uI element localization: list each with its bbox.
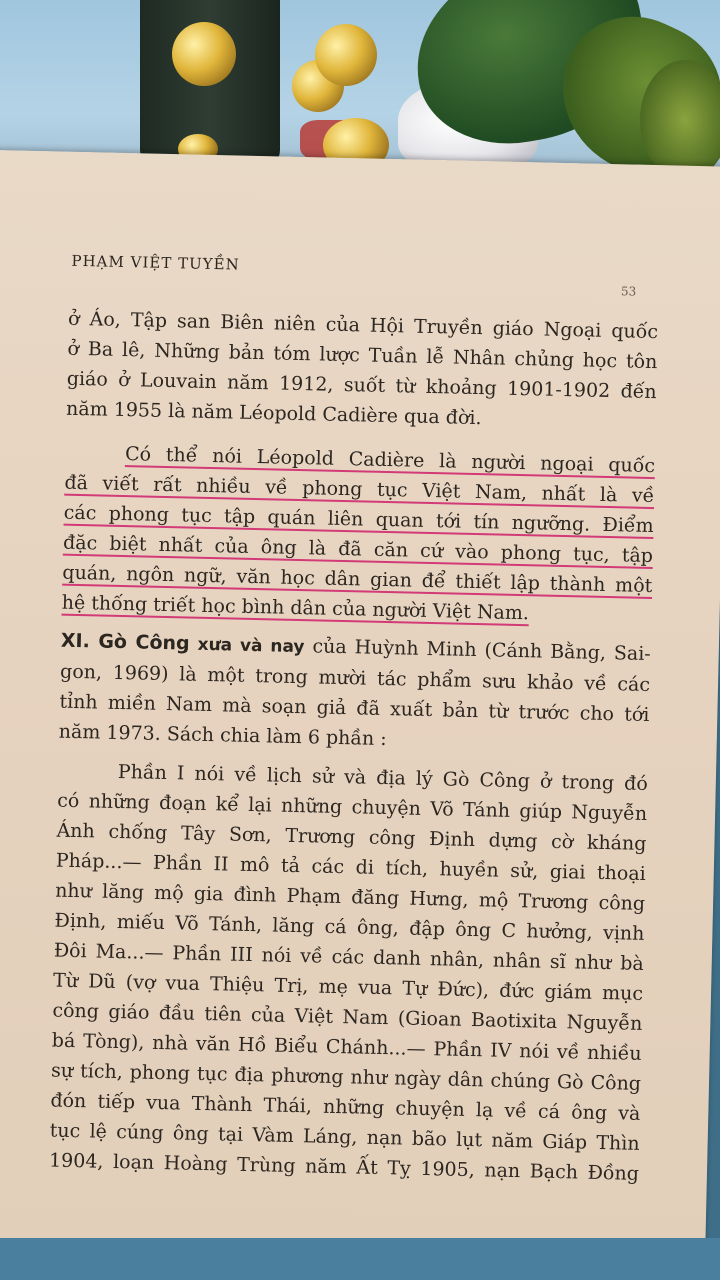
text-line: Đôi Ma...— Phần III nói về các danh nhân, nhân sĩ như bà bbox=[53, 939, 644, 975]
text-line: ở Ba lê, Những bản tóm lược Tuần lễ Nhân chủng học tôn bbox=[67, 337, 658, 374]
text-line: tỉnh miền Nam mà soạn giả đã xuất bản từ trước cho tới bbox=[59, 690, 650, 727]
page-number: 53 bbox=[620, 284, 637, 299]
section-heading: XI. Gò Công bbox=[60, 629, 190, 655]
text-line: gon, 1969) là một trong mười tác phẩm sưu khảo về các bbox=[59, 660, 651, 697]
text-line: tục lệ cúng ông tại Vàm Láng, nạn bão lụt năm Giáp Thìn bbox=[49, 1119, 640, 1155]
text-line: hệ thống triết học bình dân của người Việt Nam. bbox=[61, 591, 530, 625]
text-line: Có thể nói Léopold Cadière là người ngoại quốc bbox=[124, 443, 656, 478]
paragraph-3 bbox=[58, 626, 651, 760]
text-line: đón tiếp vua Thành Thái, những chuyện lạ về cá ông và bbox=[50, 1089, 641, 1125]
table-surface bbox=[0, 1238, 720, 1280]
book-page bbox=[0, 150, 720, 1261]
gold-ornament bbox=[172, 22, 236, 86]
text-line: Ánh chống Tây Sơn, Trương công Định dựng cờ kháng bbox=[56, 819, 647, 855]
paragraph-1 bbox=[66, 304, 659, 437]
text-line: công giáo đầu tiên của Việt Nam (Gioan Baotixita Nguyễn bbox=[52, 999, 643, 1035]
plant-leaf bbox=[640, 60, 720, 180]
text-line: có những đoạn kể lại những chuyện Võ Tánh giúp Nguyễn bbox=[57, 789, 648, 825]
running-head: PHẠM VIỆT TUYỀN bbox=[71, 251, 240, 274]
text-line: ở Áo, Tập san Biên niên của Hội Truyền giáo Ngoại quốc bbox=[67, 307, 659, 344]
text-line: giáo ở Louvain năm 1912, suốt từ khoảng 1901-1902 đến bbox=[66, 367, 657, 404]
text-line: sự tích, phong tục địa phương như ngày dân chúng Gò Công bbox=[50, 1059, 642, 1095]
paragraph-4 bbox=[49, 756, 648, 1189]
text-line: đặc biệt nhất của ông là đã căn cứ vào phong tục, tập bbox=[62, 531, 654, 568]
text-line: Pháp...— Phần II mô tả các di tích, huyền sử, giai thoại bbox=[55, 849, 646, 885]
gold-ornament bbox=[315, 24, 377, 86]
text-line: Định, miếu Võ Tánh, lăng cá ông, đập ông C hưởng, vịnh bbox=[54, 909, 645, 945]
text-line: 1904, loạn Hoàng Trùng năm Ất Tỵ 1905, nạn Bạch Đồng bbox=[48, 1149, 640, 1185]
text-line: năm 1955 là năm Léopold Cadière qua đời. bbox=[65, 397, 482, 430]
paragraph-2-highlighted bbox=[61, 438, 655, 631]
text-line: năm 1973. Sách chia làm 6 phần : bbox=[58, 720, 387, 751]
section-heading-title: xưa và nay bbox=[197, 634, 305, 658]
text-fragment: của Huỳnh Minh (Cánh Bằng, Sai- bbox=[304, 635, 651, 666]
text-line: đã viết rất nhiều về phong tục Việt Nam, nhất là về bbox=[64, 471, 655, 508]
text-line: Từ Dũ (vợ vua Thiệu Trị, mẹ vua Tự Đức), đức giám mục bbox=[52, 969, 644, 1005]
text-line: các phong tục tập quán liên quan tới tín ngưỡng. Điểm bbox=[63, 501, 654, 538]
text-line: như lăng mộ gia đình Phạm đăng Hưng, mộ Trương công bbox=[54, 879, 646, 915]
text-line: Phần I nói về lịch sử và địa lý Gò Công ở trong đó bbox=[117, 760, 649, 795]
text-line: bá Tòng), nhà văn Hồ Biểu Chánh...— Phần IV nói về nhiều bbox=[51, 1029, 642, 1065]
text-line: quán, ngôn ngữ, văn học dân gian để thiết lập thành một bbox=[62, 561, 653, 598]
